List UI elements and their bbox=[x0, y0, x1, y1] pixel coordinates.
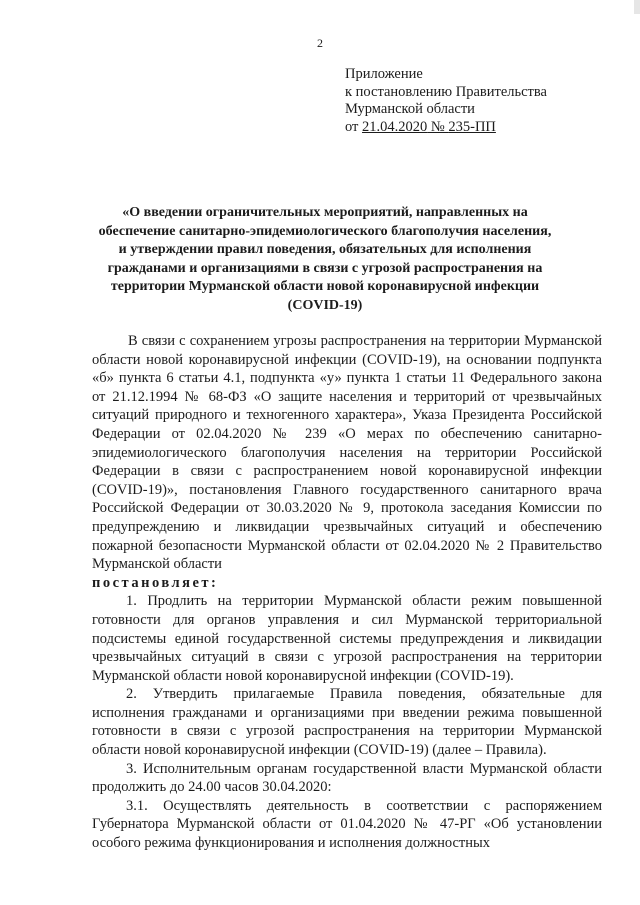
appendix-number: 235-ПП bbox=[448, 118, 496, 135]
appendix-date-line bbox=[345, 119, 547, 137]
item-paragraph-3-1: 3.1. Осуществлять деятельность в соответствии с распоряжением Губернатора Мурманской области от 01.04.2020 № 47-РГ «Об установлении особого режима функционирования и исполнения должностных bbox=[92, 797, 602, 852]
page-number: 2 bbox=[317, 36, 323, 50]
item-paragraph-1: 1. Продлить на территории Мурманской области режим повышенной готовности для органов управления и сил Мурманской территориальной подсистемы единой государственной системы предупреждения и ликвидации чрезвычайных ситуаций в связи с угрозой распространения на территории Мурманской области новой коронавирусной инфекции (COVID-19). bbox=[92, 593, 602, 684]
document-body bbox=[92, 332, 602, 853]
document-title: «О введении ограничительных мероприятий, направленных на обеспечение санитарно-эпидемиологического благополучия населения, и утверждении правил поведения, обязательных для исполнения гражданами и организациями в связи с угрозой распространения на территории Мурманской области новой коронавирусной инфекции (COVID-19) bbox=[98, 205, 552, 313]
decree-word: постановляет: bbox=[92, 574, 219, 591]
appendix-prefix: от bbox=[345, 118, 363, 135]
scan-artifact bbox=[634, 0, 640, 14]
item-paragraph-2: 2. Утвердить прилагаемые Правила поведения, обязательные для исполнения гражданами и организациями при введении режима повышенной готовности в связи с угрозой распространения на территории Мурманской области новой коронавирусной инфекции (COVID-19) (далее – Правила). bbox=[92, 686, 602, 759]
appendix-number-sign: № bbox=[427, 118, 449, 135]
appendix-line-1: Приложение bbox=[345, 66, 423, 82]
item-paragraph-3: 3. Исполнительным органам государственной власти Мурманской области продолжить до 24.00 часов 30.04.2020: bbox=[92, 760, 602, 796]
appendix-date: 21.04.2020 bbox=[362, 118, 428, 135]
appendix-line-2: к постановлению Правительства bbox=[345, 83, 547, 100]
appendix-block bbox=[345, 66, 547, 136]
preamble-paragraph: В связи с сохранением угрозы распространения на территории Мурманской области новой коронавирусной инфекции (COVID-19), на основании подпункта «б» пункта 6 статьи 4.1, подпункта «у» пункта 1 статьи 11 Федерального закона от 21.12.1994 № 68-ФЗ «О защите населения и территорий от чрезвычайных ситуаций природного и техногенного характера», Указа Президента Российской Федерации от 02.04.2020 № 239 «О мерах по обеспечению санитарно-эпидемиологического благополучия населения на территории Российской Федерации в связи с распространением новой коронавирусной инфекции (COVID-19)», постановления Главного государственного санитарного врача Российской Федерации от 30.03.2020 № 9, протокола заседания Комиссии по предупреждению и ликвидации чрезвычайных ситуаций и обеспечению пожарной безопасности Мурманской области от 02.04.2020 № 2 Правительство Мурманской области bbox=[92, 333, 602, 573]
appendix-line-3: Мурманской области bbox=[345, 101, 475, 117]
